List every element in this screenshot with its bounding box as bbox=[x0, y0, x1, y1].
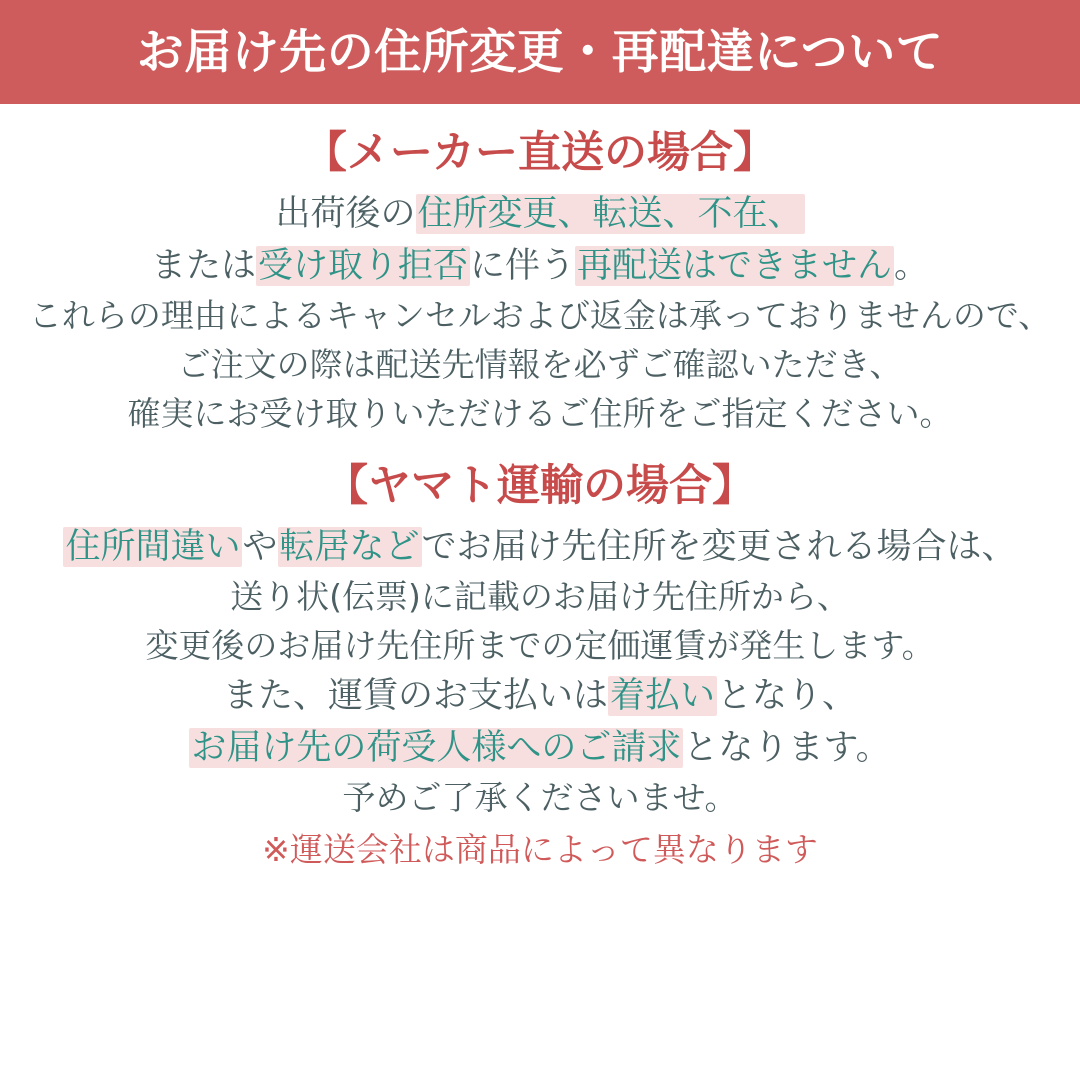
line-text: や bbox=[242, 526, 278, 567]
line-highlight: 受け取り拒否 bbox=[257, 245, 468, 286]
line-text: 予めご了承くださいませ。 bbox=[342, 778, 738, 818]
line-highlight: お届け先の荷受人様へのご請求 bbox=[191, 727, 682, 768]
line-text: 出荷後の bbox=[275, 194, 416, 235]
notice-line bbox=[14, 575, 1066, 620]
line-text: となります。 bbox=[683, 727, 891, 768]
line-text: これらの理由によるキャンセルおよび返金は承っておりませんので、 bbox=[28, 296, 1052, 336]
line-text: に伴う bbox=[469, 245, 575, 286]
notice-line bbox=[14, 524, 1066, 572]
line-text: また、運賃のお支払いは bbox=[222, 676, 608, 717]
line-text: 変更後のお届け先住所までの定価運賃が発生します。 bbox=[145, 626, 935, 666]
line-highlight: 着払い bbox=[609, 676, 715, 717]
line-text: でお届け先住所を変更される場合は、 bbox=[421, 526, 1017, 567]
line-highlight: 住所変更、転送、不在、 bbox=[417, 194, 803, 235]
notice-line bbox=[14, 673, 1066, 721]
notice-line bbox=[14, 776, 1066, 821]
line-text: 。 bbox=[894, 245, 930, 286]
line-text: となり、 bbox=[717, 676, 858, 717]
line-text: 送り状(伝票)に記載のお届け先住所から、 bbox=[230, 577, 850, 617]
notice-body bbox=[0, 104, 1080, 1080]
notice-line bbox=[14, 392, 1066, 437]
line-text: または bbox=[150, 245, 256, 286]
notice-line bbox=[14, 294, 1066, 339]
notice-line bbox=[14, 191, 1066, 239]
line-text: ご注文の際は配送先情報を必ずご確認いただき、 bbox=[177, 345, 903, 385]
shipping-carrier-note: ※運送会社は商品によって異なります bbox=[262, 830, 818, 870]
line-highlight: 住所間違い bbox=[65, 526, 241, 567]
line-text: 確実にお受け取りいただけるご住所をご指定ください。 bbox=[127, 393, 953, 433]
notice-line bbox=[14, 343, 1066, 388]
line-highlight: 再配送はできません bbox=[577, 245, 893, 286]
notice-line bbox=[14, 243, 1066, 291]
section-heading-yamato: 【ヤマト運輸の場合】 bbox=[325, 460, 755, 511]
header-band bbox=[0, 0, 1080, 104]
section-heading-maker-direct: 【メーカー直送の場合】 bbox=[303, 128, 777, 178]
notice-line bbox=[14, 624, 1066, 669]
notice-line bbox=[14, 725, 1066, 773]
page-title: お届け先の住所変更・再配達について bbox=[136, 24, 944, 80]
line-highlight: 転居など bbox=[279, 526, 420, 567]
